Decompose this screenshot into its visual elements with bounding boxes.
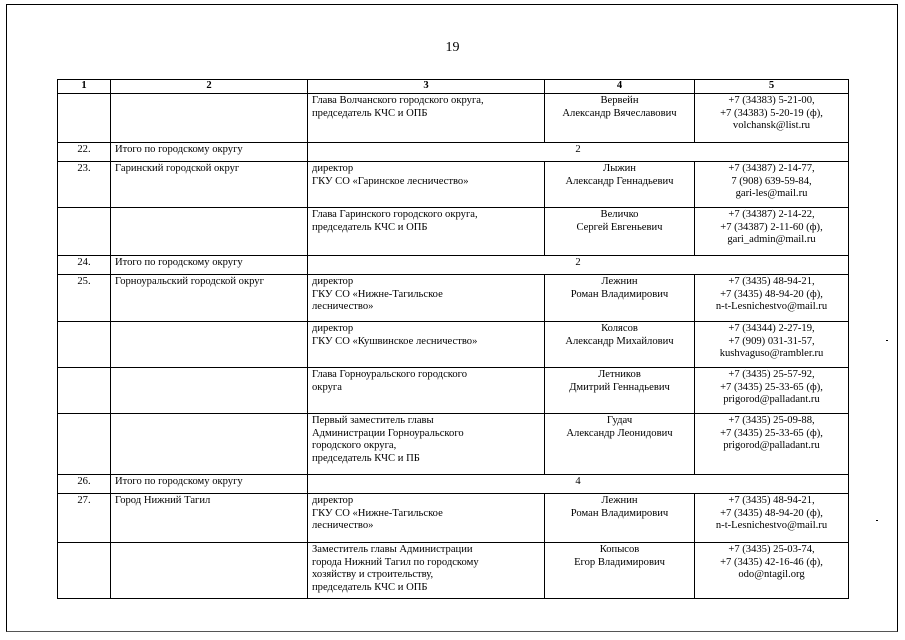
person-line: Александр Геннадьевич	[565, 175, 674, 187]
header-col-4: 4	[545, 80, 695, 94]
total-label: Итого по городскому округу	[111, 475, 308, 494]
position-line: лесничество»	[312, 520, 374, 532]
contacts-line: +7 (3435) 48-94-20 (ф),	[720, 507, 823, 519]
position-line: города Нижний Тагил по городскому	[312, 556, 479, 568]
position-line: ГКУ СО «Нижне-Тагильское	[312, 507, 443, 519]
contacts-line: +7 (3435) 25-57-92,	[728, 369, 815, 380]
position-line: ГКУ СО «Нижне-Тагильское	[312, 288, 443, 300]
position-line: ГКУ СО «Кушвинское лесничество»	[312, 335, 478, 347]
person-line: Гудач	[606, 415, 633, 426]
position-line: Первый заместитель главы	[312, 415, 434, 426]
district-name	[111, 368, 308, 414]
header-col-3: 3	[308, 80, 545, 94]
position-line: Глава Волчанского городского округа,	[312, 95, 484, 106]
contacts-cell	[695, 94, 849, 143]
position-line: директор	[312, 163, 354, 174]
row-number	[58, 322, 111, 368]
row-number: 24.	[58, 256, 111, 275]
table-row	[58, 94, 849, 143]
person-line: Сергей Евгеньевич	[576, 221, 663, 233]
position-line: директор	[312, 276, 354, 287]
person-line: Величко	[600, 209, 639, 220]
contacts-line: +7 (34387) 2-14-77,	[728, 163, 815, 174]
person-cell	[545, 368, 695, 414]
row-number	[58, 208, 111, 256]
total-value: 4	[308, 475, 849, 494]
contacts-line: +7 (3435) 42-16-46 (ф),	[720, 556, 823, 568]
total-label: Итого по городскому округу	[111, 143, 308, 162]
position-line: Администрации Горноуральского	[312, 427, 464, 439]
person-line: Александр Вячеславович	[562, 107, 677, 119]
contacts-line: prigorod@palladant.ru	[723, 440, 820, 452]
position-cell	[308, 543, 545, 599]
contacts-line: +7 (3435) 25-33-65 (ф),	[720, 381, 823, 393]
contacts-line: gari_admin@mail.ru	[727, 234, 816, 246]
district-name	[111, 414, 308, 475]
position-cell	[308, 414, 545, 475]
contacts-line: +7 (34383) 5-20-19 (ф),	[720, 107, 823, 119]
contacts-cell	[695, 162, 849, 208]
position-cell	[308, 94, 545, 143]
total-value: 2	[308, 256, 849, 275]
person-cell	[545, 322, 695, 368]
position-line: ГКУ СО «Гаринское лесничество»	[312, 175, 469, 187]
position-line: председатель КЧС и ОПБ	[312, 581, 428, 593]
total-value: 2	[308, 143, 849, 162]
contacts-line: gari-les@mail.ru	[735, 188, 808, 200]
person-cell	[545, 94, 695, 143]
contacts-cell	[695, 543, 849, 599]
position-line: председатель КЧС и ПБ	[312, 452, 420, 464]
contacts-cell	[695, 368, 849, 414]
person-line: Александр Леонидович	[566, 427, 673, 439]
contacts-line: +7 (3435) 48-94-21,	[728, 276, 815, 287]
position-line: директор	[312, 495, 354, 506]
district-name	[111, 543, 308, 599]
contacts-line: +7 (34383) 5-21-00,	[728, 95, 815, 106]
table-row	[58, 414, 849, 475]
district-name	[111, 94, 308, 143]
row-number: 26.	[58, 475, 111, 494]
position-cell	[308, 494, 545, 543]
margin-mark	[886, 340, 888, 341]
header-col-1: 1	[58, 80, 111, 94]
district-name	[111, 322, 308, 368]
row-number	[58, 94, 111, 143]
position-line: хозяйству и строительству,	[312, 569, 434, 581]
position-cell	[308, 322, 545, 368]
contacts-line: +7 (909) 031-31-57,	[728, 335, 815, 347]
person-line: Роман Владимирович	[570, 288, 669, 300]
person-cell	[545, 275, 695, 322]
position-line: председатель КЧС и ОПБ	[312, 221, 428, 233]
row-number	[58, 414, 111, 475]
contacts-table	[57, 79, 849, 599]
person-cell	[545, 162, 695, 208]
total-label: Итого по городскому округу	[111, 256, 308, 275]
header-col-2: 2	[111, 80, 308, 94]
person-line: Колясов	[601, 323, 638, 334]
person-line: Дмитрий Геннадьевич	[569, 381, 670, 393]
contacts-cell	[695, 322, 849, 368]
header-row	[58, 80, 849, 94]
contacts-line: 7 (908) 639-59-84,	[731, 175, 812, 187]
contacts-cell	[695, 414, 849, 475]
table-row	[58, 543, 849, 599]
contacts-line: +7 (3435) 48-94-20 (ф),	[720, 288, 823, 300]
row-number: 22.	[58, 143, 111, 162]
person-line: Егор Владимирович	[574, 556, 665, 568]
margin-mark	[876, 520, 878, 521]
contacts-line: n-t-Lesnichestvo@mail.ru	[715, 520, 828, 532]
total-row	[58, 475, 849, 494]
person-cell	[545, 208, 695, 256]
person-line: Лыжин	[603, 163, 636, 174]
page-number: 19	[445, 40, 460, 55]
position-line: Глава Гаринского городского округа,	[312, 209, 478, 220]
position-cell	[308, 368, 545, 414]
person-cell	[545, 494, 695, 543]
table-row	[58, 275, 849, 322]
person-line: Летников	[598, 369, 641, 380]
district-name: Город Нижний Тагил	[111, 494, 308, 543]
contacts-line: prigorod@palladant.ru	[723, 394, 820, 406]
position-line: лесничество»	[312, 301, 374, 313]
position-cell	[308, 208, 545, 256]
person-line: Александр Михайлович	[565, 335, 674, 347]
district-name: Горноуральский городской округ	[111, 275, 308, 322]
row-number	[58, 543, 111, 599]
table-row	[58, 322, 849, 368]
row-number: 25.	[58, 275, 111, 322]
row-number	[58, 368, 111, 414]
row-number: 23.	[58, 162, 111, 208]
header-col-5: 5	[695, 80, 849, 94]
table-row	[58, 208, 849, 256]
person-line: Роман Владимирович	[570, 507, 669, 519]
contacts-line: +7 (3435) 25-33-65 (ф),	[720, 427, 823, 439]
position-cell	[308, 162, 545, 208]
total-row	[58, 256, 849, 275]
row-number: 27.	[58, 494, 111, 543]
position-line: округа	[312, 381, 342, 393]
position-line: Заместитель главы Администрации	[312, 544, 473, 555]
contacts-line: +7 (34344) 2-27-19,	[728, 323, 815, 334]
table-row	[58, 368, 849, 414]
person-line: Лежнин	[601, 495, 638, 506]
position-line: директор	[312, 323, 354, 334]
contacts-cell	[695, 275, 849, 322]
contacts-line: n-t-Lesnichestvo@mail.ru	[715, 301, 828, 313]
total-row	[58, 143, 849, 162]
position-line: председатель КЧС и ОПБ	[312, 107, 428, 119]
contacts-line: +7 (34387) 2-14-22,	[728, 209, 815, 220]
person-cell	[545, 543, 695, 599]
person-line: Лежнин	[601, 276, 638, 287]
contacts-line: +7 (3435) 25-09-88,	[728, 415, 815, 426]
contacts-line: +7 (3435) 25-03-74,	[728, 544, 815, 555]
table-row	[58, 162, 849, 208]
district-name: Гаринский городской округ	[111, 162, 308, 208]
contacts-line: +7 (3435) 48-94-21,	[728, 495, 815, 506]
position-line: городского округа,	[312, 440, 397, 452]
district-name	[111, 208, 308, 256]
contacts-line: +7 (34387) 2-11-60 (ф),	[720, 221, 823, 233]
contacts-cell	[695, 208, 849, 256]
table-row	[58, 494, 849, 543]
contacts-line: odo@ntagil.org	[738, 569, 805, 581]
position-line: Глава Горноуральского городского	[312, 369, 468, 380]
position-cell	[308, 275, 545, 322]
contacts-cell	[695, 494, 849, 543]
person-line: Копысов	[599, 544, 640, 555]
contacts-line: kushvaguso@rambler.ru	[719, 348, 824, 360]
contacts-line: volchansk@list.ru	[732, 120, 811, 132]
person-line: Вервейн	[600, 95, 639, 106]
person-cell	[545, 414, 695, 475]
